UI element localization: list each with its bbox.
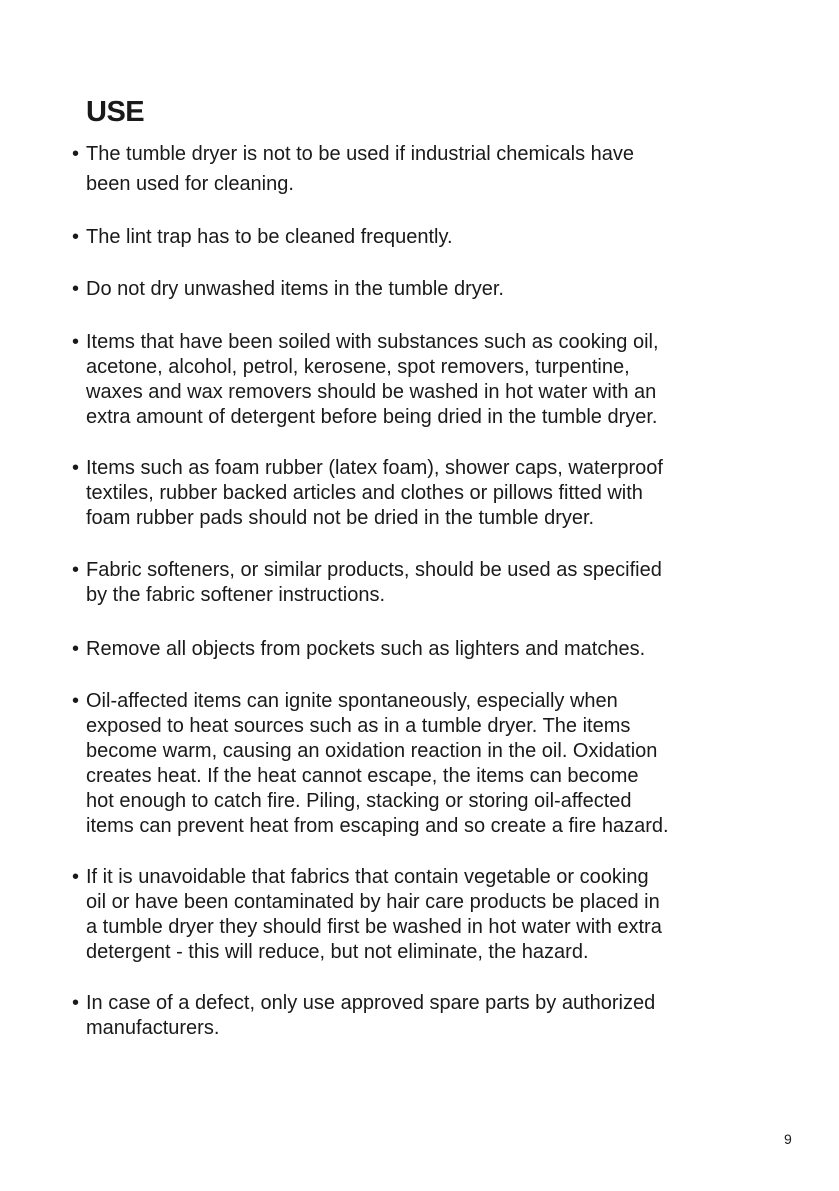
list-item xyxy=(72,637,812,662)
list-item xyxy=(72,277,812,302)
page-number: 9 xyxy=(784,1131,792,1147)
item-line: items can prevent heat from escaping and so create a fire hazard. xyxy=(86,815,669,837)
bullet-icon: • xyxy=(72,866,80,888)
bullet-icon: • xyxy=(72,226,80,248)
bullet-icon: • xyxy=(72,457,80,479)
bullet-icon: • xyxy=(72,638,80,660)
list-item xyxy=(72,456,812,531)
item-line: acetone, alcohol, petrol, kerosene, spot removers, turpentine, xyxy=(86,356,630,378)
item-line: creates heat. If the heat cannot escape, the items can become xyxy=(86,765,639,787)
list-item xyxy=(72,558,812,608)
list-item xyxy=(72,330,812,430)
item-line: • Do not dry unwashed items in the tumble dryer. xyxy=(72,278,504,300)
bullet-icon: • xyxy=(72,992,80,1014)
bullet-icon: • xyxy=(72,690,80,712)
list-item xyxy=(72,689,812,839)
item-line: foam rubber pads should not be dried in the tumble dryer. xyxy=(86,507,595,529)
list-item xyxy=(72,142,812,197)
item-line: oil or have been contaminated by hair care products be placed in xyxy=(86,891,660,913)
section-title: USE xyxy=(86,96,145,128)
item-line: detergent - this will reduce, but not eliminate, the hazard. xyxy=(86,941,589,963)
item-line: extra amount of detergent before being dried in the tumble dryer. xyxy=(86,406,658,428)
item-line: manufacturers. xyxy=(86,1017,220,1039)
list-item xyxy=(72,991,812,1041)
item-line: exposed to heat sources such as in a tumble dryer. The items xyxy=(86,715,631,737)
item-line: textiles, rubber backed articles and clothes or pillows fitted with xyxy=(86,482,643,504)
bullet-icon: • xyxy=(72,278,80,300)
item-line: • The tumble dryer is not to be used if industrial chemicals have xyxy=(72,143,635,165)
item-line: • Items that have been soiled with substances such as cooking oil, xyxy=(72,331,659,353)
list-item xyxy=(72,865,812,965)
bullet-icon: • xyxy=(72,143,80,165)
item-line: by the fabric softener instructions. xyxy=(86,584,386,606)
item-line: • The lint trap has to be cleaned frequently. xyxy=(72,226,453,248)
item-line: • Oil-affected items can ignite spontaneously, especially when xyxy=(72,690,618,712)
item-line: a tumble dryer they should first be washed in hot water with extra xyxy=(86,916,662,938)
item-line: waxes and wax removers should be washed in hot water with an xyxy=(86,381,657,403)
list-item xyxy=(72,225,812,250)
bullet-icon: • xyxy=(72,331,80,353)
item-line: • In case of a defect, only use approved spare parts by authorized xyxy=(72,992,656,1014)
bullet-icon: • xyxy=(72,559,80,581)
item-line: hot enough to catch fire. Piling, stacking or storing oil-affected xyxy=(86,790,632,812)
item-line: been used for cleaning. xyxy=(86,173,294,195)
item-line: • Remove all objects from pockets such as lighters and matches. xyxy=(72,638,646,660)
item-line: become warm, causing an oxidation reaction in the oil. Oxidation xyxy=(86,740,658,762)
item-line: • Fabric softeners, or similar products, should be used as specified xyxy=(72,559,662,581)
item-line: • Items such as foam rubber (latex foam), shower caps, waterproof xyxy=(72,457,663,479)
item-line: • If it is unavoidable that fabrics that contain vegetable or cooking xyxy=(72,866,649,888)
